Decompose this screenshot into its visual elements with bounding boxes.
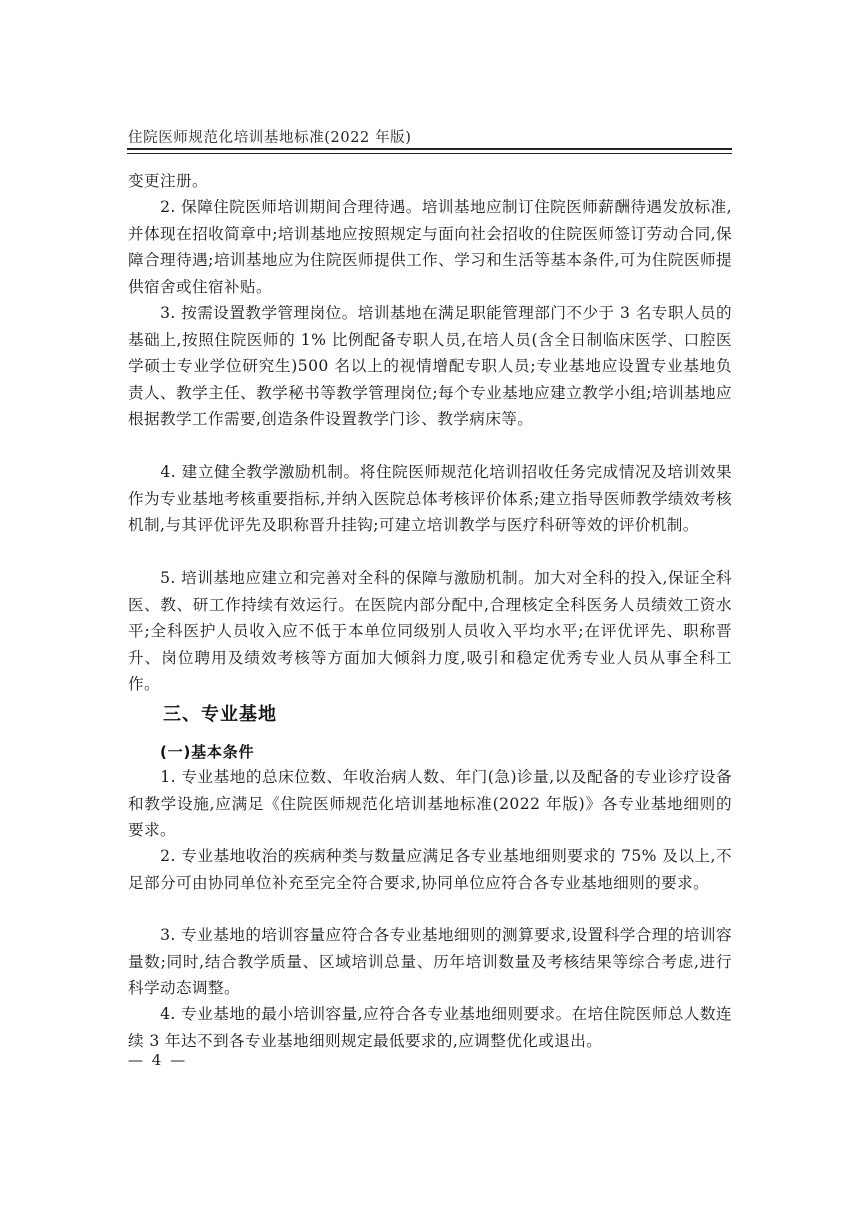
section-heading: 三、专业基地 xyxy=(163,704,277,725)
paragraph-continuation: 变更注册。 xyxy=(128,172,208,190)
header-rule-thin xyxy=(127,153,732,154)
section-paragraph-2-diseases: 2. 专业基地收治的疾病种类与数量应满足各专业基地细则要求的 75% 及以上,不足部分可由协同单位补充至完全符合要求,协同单位应符合各专业基地细则的要求。 xyxy=(128,847,732,892)
section-paragraph-4-minimum: 4. 专业基地的最小培训容量,应符合各专业基地细则要求。在培住院医师总人数连续 3 年达不到各专业基地细则规定最低要求的,应调整优化或退出。 xyxy=(128,1005,732,1050)
page-number: — 4 — xyxy=(128,1051,188,1069)
section-paragraph-3-capacity: 3. 专业基地的培训容量应符合各专业基地细则的测算要求,设置科学合理的培训容量数;同时,结合教学质量、区域培训总量、历年培训数量及考核结果等综合考虑,进行科学动态调整。 xyxy=(128,926,732,998)
subsection-heading: (一)基本条件 xyxy=(160,743,255,761)
paragraph-2-salary: 2. 保障住院医师培训期间合理待遇。培训基地应制订住院医师薪酬待遇发放标准,并体现在招收简章中;培训基地应按照规定与面向社会招收的住院医师签订劳动合同,保障合理待遇;培训基地应为住院医师提供工作、学习和生活等基本条件,可为住院医师提供宿舍或住宿补贴。 xyxy=(128,198,732,296)
header-rule-thick xyxy=(127,148,732,150)
section-paragraph-1-beds: 1. 专业基地的总床位数、年收治病人数、年门(急)诊量,以及配备的专业诊疗设备和教学设施,应满足《住院医师规范化培训基地标准(2022 年版)》各专业基地细则的要求。 xyxy=(128,768,732,840)
paragraph-4-incentives: 4. 建立健全教学激励机制。将住院医师规范化培训招收任务完成情况及培训效果作为专业基地考核重要指标,并纳入医院总体考核评价体系;建立指导医师教学绩效考核机制,与其评优评先及职称晋升挂钩;可建立培训教学与医疗科研等效的评价机制。 xyxy=(128,463,732,535)
paragraph-3-management-posts: 3. 按需设置教学管理岗位。培训基地在满足职能管理部门不少于 3 名专职人员的基础上,按照住院医师的 1% 比例配备专职人员,在培人员(含全日制临床医学、口腔医学硕士专业学位研究生)500 名以上的视情增配专职人员;专业基地应设置专业基地负责人、教学主任、教学秘书等教学管理岗位;每个专业基地应建立教学小组;培训基地应根据教学工作需要,创造条件设置教学门诊、教学病床等。 xyxy=(128,304,732,429)
page-header-title: 住院医师规范化培训基地标准(2022 年版) xyxy=(128,130,412,146)
paragraph-5-general-practice: 5. 培训基地应建立和完善对全科的保障与激励机制。加大对全科的投入,保证全科医、教、研工作持续有效运行。在医院内部分配中,合理核定全科医务人员绩效工资水平;全科医护人员收入应不低于本单位同级别人员收入平均水平;在评优评先、职称晋升、岗位聘用及绩效考核等方面加大倾斜力度,吸引和稳定优秀专业人员从事全科工作。 xyxy=(128,569,732,694)
